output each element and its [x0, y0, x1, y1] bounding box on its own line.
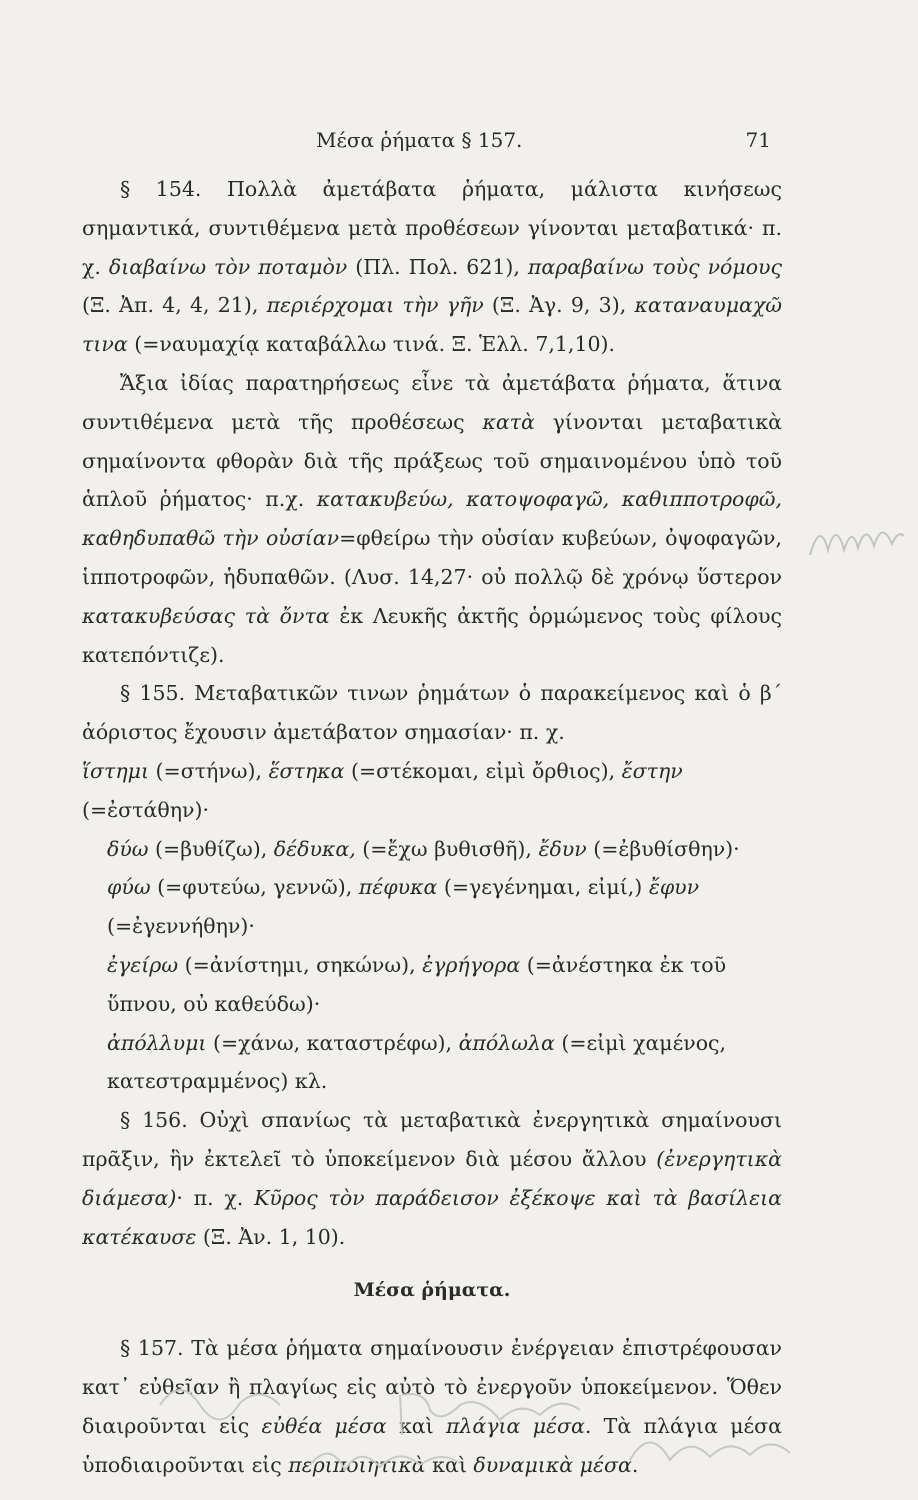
s157-text: . Τὰ πλάγια μέσα ὑποδιαιροῦνται εἰς [82, 1413, 783, 1477]
verb: δέδυκα, [273, 836, 356, 861]
section-heading: Μέσα ῥήματα. [353, 1279, 511, 1302]
section-154-note [82, 364, 782, 674]
gloss: (=στέκομαι, εἰμὶ ὄρθιος), [344, 758, 622, 783]
gloss: (=ἔχω βυθισθῆ), [355, 836, 539, 861]
s154-reference: (Ξ. Ἀγ. 9, 3), [483, 293, 635, 318]
s154-intro: § 154. Πολλὰ ἀμετάβατα ῥήματα, μάλιστα κινήσεως σημαντικά, συντιθέμενα μετὰ προθέσεων γίνονται μεταβατικά· π. χ. [82, 177, 782, 279]
s157-text: καὶ [386, 1413, 446, 1438]
gloss: (=εἰμὶ χαμένος, κατεστραμμένος) κλ. [107, 1030, 727, 1094]
verb: ἵστημι [82, 758, 150, 783]
s154-note-example: κατακυβεύσας τὰ ὄντα [82, 603, 330, 628]
section-154 [82, 170, 782, 364]
main-text [82, 170, 782, 1484]
s154-example: διαβαίνω τὸν ποταμὸν [108, 254, 348, 279]
s154-example: περιέρχομαι τὴν γῆν [266, 293, 484, 318]
s157-text: § 157. Τὰ μέσα ῥήματα σημαίνουσιν ἐνέργειαν ἐπιστρέφουσαν κατ᾽ εὐθεῖαν ἢ πλαγίως εἰς αὐτὸ τὸ ἐνεργοῦν ὑποκείμενον. Ὅθεν διαιροῦνται εἰς [82, 1336, 782, 1438]
margin-scribble [800, 500, 910, 580]
gloss: (=φυτεύω, γεννῶ), [150, 875, 359, 900]
s156-term: (ἐνεργητικὰ διάμεσα) [82, 1146, 782, 1210]
gloss: (=ἀνέστηκα ἐκ τοῦ ὕπνου, οὐ καθεύδω)· [107, 952, 727, 1016]
verb: ἀπόλλυμι [107, 1030, 207, 1055]
verb: ἐγείρω [107, 952, 179, 977]
verb: πέφυκα [358, 875, 438, 900]
running-header [316, 128, 771, 152]
gloss: (=βυθίζω), [148, 836, 274, 861]
s155-example-line [82, 946, 782, 1024]
gloss: (=ἀνίστημι, σηκώνω), [178, 952, 423, 977]
verb: ἕστηκα [268, 758, 345, 783]
s154-reference: (=ναυμαχίᾳ καταβάλλω τινά. Ξ. Ἑλλ. 7,1,10). [127, 332, 616, 357]
s156-reference: (Ξ. Ἀν. 1, 10). [196, 1224, 346, 1249]
s156-text: · π. χ. [176, 1185, 255, 1210]
s155-example-line [82, 868, 782, 946]
s157-term: περιποιητικὰ [288, 1452, 426, 1477]
running-title: Μέσα ῥήματα § 157. [316, 128, 523, 152]
s154-note-text: γίνονται μεταβατικὰ σημαίνοντα φθορὰν διὰ τῆς πράξεως τοῦ σημαινομένου ὑπὸ τοῦ ἁπλοῦ ῥήματος· π.χ. [82, 409, 782, 512]
s156-example: Κῦρος τὸν παράδεισον ἐξέκοψε καὶ τὰ βασίλεια κατέκαυσε [82, 1185, 782, 1249]
s157-term: πλάγια μέσα [445, 1413, 585, 1438]
gloss: (=γεγένημαι, εἰμί,) [437, 875, 649, 900]
s154-note-text: Ἄξια ἰδίας παρατηρήσεως εἶνε τὰ ἀμετάβατα ῥήματα, ἅτινα συντιθέμενα μετὰ τῆς προθέσεως [82, 370, 782, 434]
verb: ἔδυν [538, 836, 587, 861]
s155-example-line [82, 752, 782, 830]
s154-note-text: =φθείρω τὴν οὐσίαν κυβεύων, ὀψοφαγῶν, ἱπποτροφῶν, ἡδυπαθῶν. (Λυσ. 14,27· οὐ πολλῷ δὲ χρόνῳ ὕστερον [82, 526, 782, 589]
gloss: (=στήνω), [149, 758, 269, 783]
s154-note-example: κατακυβεύω, κατοψοφαγῶ, καθιπποτροφῶ, καθηδυπαθῶ τὴν οὐσίαν [82, 487, 782, 551]
s155-intro: § 155. Μεταβατικῶν τινων ῥημάτων ὁ παρακείμενος καὶ ὁ β´ ἀόριστος ἔχουσιν ἀμετάβατον σημασίαν· π. χ. [82, 681, 782, 745]
s157-text: . [631, 1452, 639, 1477]
verb: ἀπόλωλα [458, 1030, 555, 1055]
s155-example-line [82, 1024, 782, 1102]
gloss: (=ἐγεννήθην)· [107, 914, 255, 939]
bottom-pencil-notes [140, 1365, 860, 1495]
gloss: (=χάνω, καταστρέφω), [206, 1030, 459, 1055]
s155-example-line [82, 830, 782, 869]
verb: ἔστην [621, 758, 683, 783]
s157-term: δυναμικὰ μέσα [473, 1452, 632, 1477]
verb: ἔφυν [648, 875, 700, 900]
verb: δύω [107, 836, 149, 861]
s154-reference: (Πλ. Πολ. 621), [347, 254, 528, 279]
section-156 [82, 1101, 782, 1256]
verb: φύω [107, 875, 151, 900]
s157-term: εὐθέα μέσα [261, 1413, 387, 1438]
s154-note-kata: κατὰ [482, 409, 535, 434]
s157-text: καὶ [425, 1452, 474, 1477]
s156-text: § 156. Οὐχὶ σπανίως τὰ μεταβατικὰ ἐνεργητικὰ σημαίνουσι πρᾶξιν, ἣν ἐκτελεῖ τὸ ὑποκείμενον διὰ μέσου ἄλλου [82, 1108, 782, 1171]
s154-example: παραβαίνω τοὺς νόμους [527, 254, 782, 279]
page-number: 71 [745, 128, 771, 152]
section-155 [82, 674, 782, 752]
s154-reference: (Ξ. Ἀπ. 4, 4, 21), [82, 293, 267, 318]
verb: ἐγρήγορα [422, 952, 521, 977]
gloss: (=ἐβυθίσθην)· [586, 836, 740, 861]
s154-note-text: ἐκ Λευκῆς ἀκτῆς ὁρμώμενος τοὺς φίλους κατεπόντιζε). [82, 603, 782, 667]
gloss: (=ἐστάθην)· [82, 797, 209, 822]
s154-example: καταναυμαχῶ τινα [82, 293, 782, 357]
